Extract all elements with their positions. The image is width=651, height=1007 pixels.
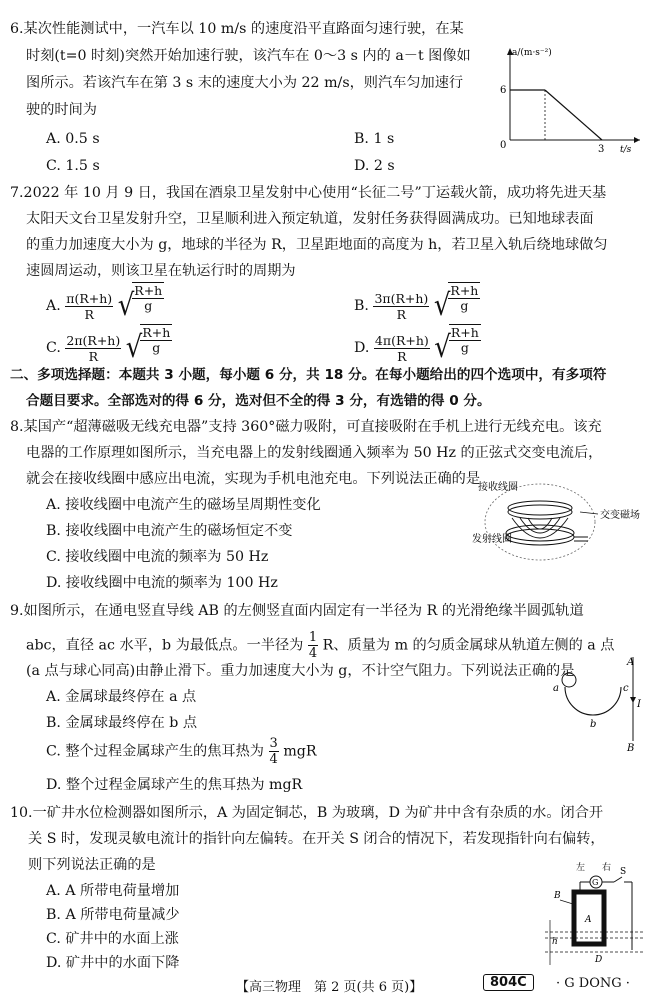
q8-figure-alt-field: 交变磁场 (600, 510, 640, 521)
q9-figure-a: a (553, 683, 559, 694)
q9-line-2: abc，直径 ac 水平，b 为最低点。一半径为 $\frac{1}{4}$ R、质量为 m 的匀质金属球从轨道左侧的 a 点 (26, 630, 615, 661)
q10-figure-B: B (554, 891, 561, 901)
q10-option-a: A. A 所带电荷量增加 (46, 883, 180, 899)
q9-figure-A: A (627, 657, 635, 668)
q10-figure-h: h (552, 937, 558, 947)
footer-page-info: 【高三物理 第 2 页(共 6 页)】 (236, 980, 423, 995)
q9-option-b: B. 金属球最终停在 b 点 (46, 715, 198, 731)
q7-line-1: 7.2022 年 10 月 9 日，我国在酒泉卫星发射中心使用“长征二号”丁运载火箭，成功将先进天基 (10, 185, 607, 201)
q9-figure-c: c (623, 683, 629, 694)
q10-line-1: 10.一矿井水位检测器如图所示，A 为固定铜芯，B 为玻璃，D 为矿井中含有杂质的水。闭合开 (10, 805, 604, 821)
q9-figure-B: B (627, 743, 635, 754)
q6-option-c: C. 1.5 s (46, 158, 100, 174)
q7-option-b: B. $\frac{3\pi(R+h)}{R}$ √ $\frac{R+h}{g}$ (354, 283, 479, 324)
section2-line-2: 合题目要求。全部选对的得 6 分，选对但不全的得 3 分，有选错的得 0 分。 (26, 393, 491, 409)
q8-option-a: A. 接收线圈中电流产生的磁场呈周期性变化 (46, 497, 321, 513)
q10-option-d: D. 矿井中的水面下降 (46, 955, 180, 971)
q7-line-3: 的重力加速度大小为 g，地球的半径为 R，卫星距地面的高度为 h，若卫星入轨后绕地球做匀 (26, 237, 608, 253)
q10-line-3: 则下列说法正确的是 (28, 857, 156, 873)
q8-line-3: 就会在接收线圈中感应出电流，实现为手机电池充电。下列说法正确的是 (26, 471, 481, 487)
q8-figure-receive-coil: 接收线圈 (478, 482, 518, 493)
q8-option-b: B. 接收线圈中电流产生的磁场恒定不变 (46, 523, 293, 539)
q6-line-4: 驶的时间为 (26, 102, 97, 118)
q7-line-4: 速圆周运动，则该卫星在轨运行时的周期为 (26, 263, 296, 279)
q10-figure-right: 右 (602, 863, 612, 873)
q6-graph-x-label: t/s (620, 145, 632, 155)
q9-arc-track-figure (545, 655, 645, 755)
q6-graph-y-tick: 6 (500, 85, 507, 96)
q10-figure-D: D (595, 955, 603, 965)
q9-option-a: A. 金属球最终停在 a 点 (46, 689, 197, 705)
q6-line-1: 6.某次性能测试中，一汽车以 10 m/s 的速度沿平直路面匀速行驶，在某 (10, 21, 464, 37)
section2-line-1: 二、多项选择题：本题共 3 小题，每小题 6 分，共 18 分。在每小题给出的四个选项中，有多项符 (10, 367, 607, 383)
q8-option-d: D. 接收线圈中电流的频率为 100 Hz (46, 575, 278, 591)
q6-option-b: B. 1 s (354, 131, 395, 147)
q10-figure-G: G (592, 878, 599, 887)
q7-line-2: 太阳天文台卫星发射升空，卫星顺利进入预定轨道，发射任务获得圆满成功。已知地球表面 (26, 211, 594, 227)
q6-at-graph (490, 40, 650, 155)
q9-option-d: D. 整个过程金属球产生的焦耳热为 mgR (46, 777, 303, 793)
q6-graph-origin: 0 (500, 140, 507, 151)
footer-exam-code: 804C (483, 974, 534, 991)
q10-option-b: B. A 所带电荷量减少 (46, 907, 180, 923)
page-footer (0, 974, 651, 998)
q7-option-a: A. $\frac{\pi(R+h)}{R}$ √ $\frac{R+h}{g}$ (46, 283, 163, 324)
q8-line-2: 电器的工作原理如图所示，当充电器上的发射线圈通入频率为 50 Hz 的正弦式交变电流后， (26, 445, 603, 461)
q7-option-c: C. $\frac{2\pi(R+h)}{R}$ √ $\frac{R+h}{g}$ (46, 325, 171, 366)
q6-line-3: 图所示。若该汽车在第 3 s 末的速度大小为 22 m/s，则汽车匀加速行 (26, 75, 464, 91)
q6-option-d: D. 2 s (354, 158, 395, 174)
q6-graph-y-label: a/(m·s⁻²) (512, 48, 552, 58)
q10-line-2: 关 S 时，发现灵敏电流计的指针向左偏转。在开关 S 闭合的情况下，若发现指针向右偏转， (28, 831, 605, 847)
q7-option-d: D. $\frac{4\pi(R+h)}{R}$ √ $\frac{R+h}{g}$ (354, 325, 479, 366)
q9-figure-b: b (590, 719, 597, 730)
q8-option-c: C. 接收线圈中电流的频率为 50 Hz (46, 549, 269, 565)
q10-figure-left: 左 (576, 863, 586, 873)
q9-option-c: C. 整个过程金属球产生的焦耳热为 $\frac{3}{4}$ mgR (46, 736, 317, 767)
q9-line-1: 9.如图所示，在通电竖直导线 AB 的左侧竖直面内固定有一半径为 R 的光滑绝缘半圆弧轨道 (10, 603, 584, 619)
q6-graph-x-tick: 3 (598, 144, 605, 155)
q6-line-2: 时刻(t=0 时刻)突然开始加速行驶，该汽车在 0～3 s 内的 a－t 图像如 (26, 48, 471, 64)
q10-water-level-detector-figure (540, 860, 648, 970)
q8-line-1: 8.某国产“超薄磁吸无线充电器”支持 360°磁力吸附，可直接吸附在手机上进行无线充电。该充 (10, 419, 602, 435)
q9-line-3: (a 点与球心同高)由静止滑下。重力加速度大小为 g，不计空气阻力。下列说法正确的是 (26, 663, 575, 679)
q9-figure-I: I (637, 699, 641, 710)
q10-option-c: C. 矿井中的水面上涨 (46, 931, 179, 947)
q6-option-a: A. 0.5 s (46, 131, 100, 147)
q8-wireless-charger-figure (470, 478, 645, 568)
footer-brand: · G DONG · (556, 976, 630, 991)
q10-figure-S: S (620, 867, 627, 877)
q10-figure-A: A (585, 915, 592, 925)
q8-figure-transmit-coil: 发射线圈 (472, 534, 512, 545)
